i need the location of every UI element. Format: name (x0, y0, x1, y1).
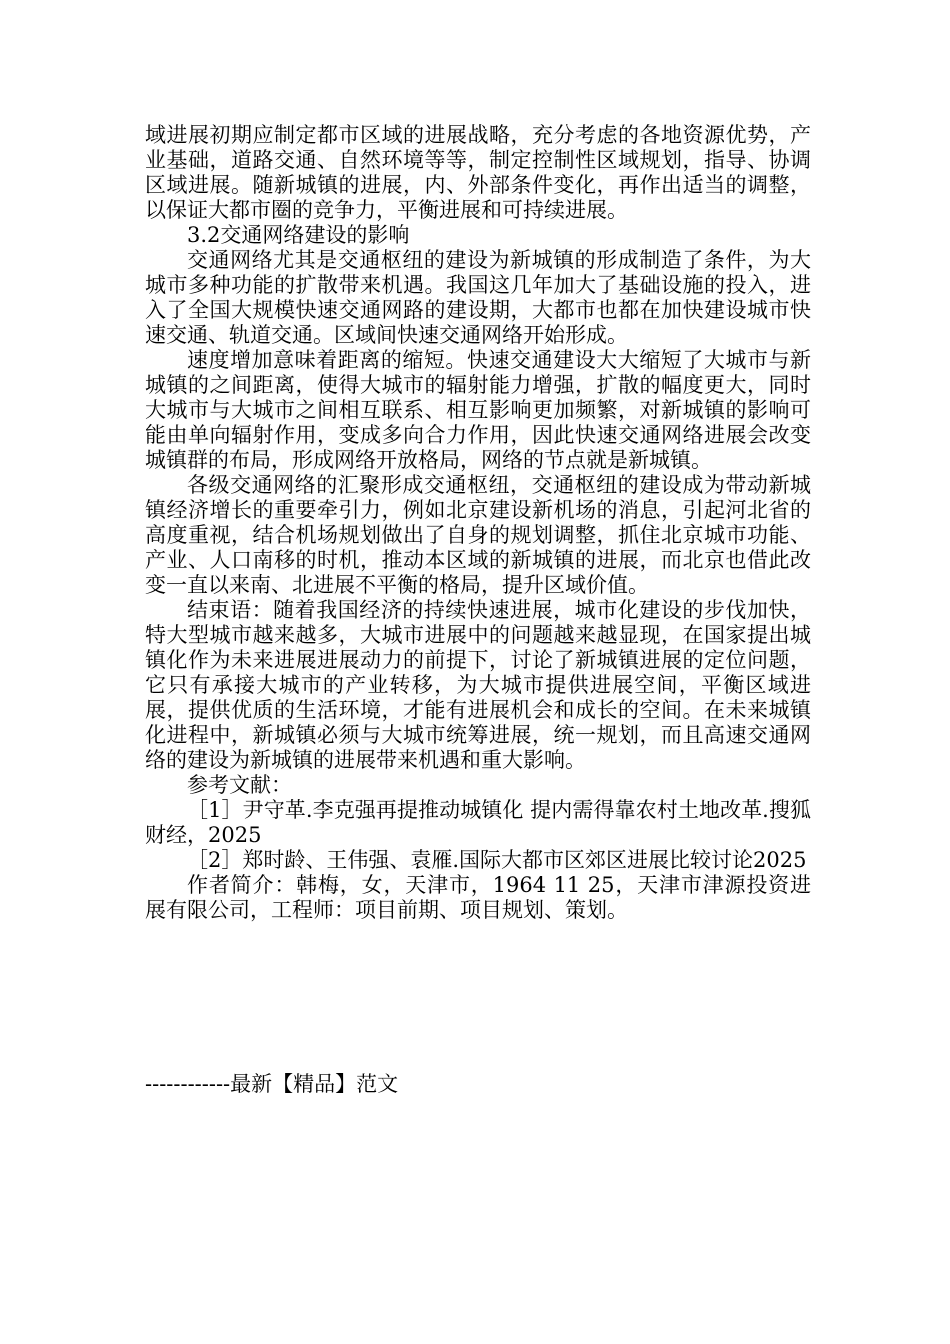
paragraph-transport-hub: 交通网络尤其是交通枢纽的建设为新城镇的形成制造了条件，为大城市多种功能的扩散带来机遇。我国这几年加大了基础设施的投入，进入了全国大规模快速交通网路的建设期，大都市也都在加快建设城市快速交通、轨道交通。区域间快速交通网络开始形成。 (145, 248, 811, 347)
document-body (145, 123, 811, 923)
author-bio: 作者简介：韩梅，女，天津市，1964 11 25，天津市津源投资进展有限公司，工程师：项目前期、项目规划、策划。 (145, 873, 811, 922)
section-heading-transport-network: 3.2交通网络建设的影响 (187, 223, 410, 247)
paragraph-regional-strategy: 域进展初期应制定都市区域的进展战略，充分考虑的各地资源优势，产业基础，道路交通、自然环境等等，制定控制性区域规划，指导、协调区域进展。随新城镇的进展，内、外部条件变化，再作出适当的调整，以保证大都市圈的竞争力，平衡进展和可持续进展。 (145, 123, 811, 222)
paragraph-speed-distance: 速度增加意味着距离的缩短。快速交通建设大大缩短了大城市与新城镇的之间距离，使得大城市的辐射能力增强，扩散的幅度更大，同时大城市与大城市之间相互联系、相互影响更加频繁，对新城镇的影响可能由单向辐射作用，变成多向合力作用，因此快速交通网络进展会改变城镇群的布局，形成网络开放格局，网络的节点就是新城镇。 (145, 348, 811, 472)
paragraph-hub-growth: 各级交通网络的汇聚形成交通枢纽，交通枢纽的建设成为带动新城镇经济增长的重要牵引力，例如北京建设新机场的消息，引起河北省的高度重视，结合机场规划做出了自身的规划调整，抓住北京城市功能、产业、人口南移的时机，推动本区域的新城镇的进展，而北京也借此改变一直以来南、北进展不平衡的格局，提升区域价值。 (145, 473, 811, 597)
paragraph-conclusion: 结束语：随着我国经济的持续快速进展，城市化建设的步伐加快，特大型城市越来越多，大城市进展中的问题越来越显现，在国家提出城镇化作为未来进展进展动力的前提下，讨论了新城镇进展的定位问题，它只有承接大城市的产业转移，为大城市提供进展空间，平衡区域进展，提供优质的生活环境，才能有进展机会和成长的空间。在未来城镇化进程中，新城镇必须与大城市统筹进展，统一规划，而且高速交通网络的建设为新城镇的进展带来机遇和重大影响。 (145, 598, 811, 772)
reference-item-2: ［2］郑时龄、王伟强、袁雁.国际大都市区郊区进展比较讨论2025 (187, 848, 807, 872)
page-footer: ------------最新【精品】范文 (145, 1072, 399, 1096)
references-heading: 参考文献： (187, 773, 292, 797)
reference-item-1: ［1］尹守革.李克强再提推动城镇化 提内需得靠农村土地改革.搜狐财经，2025 (145, 798, 811, 847)
